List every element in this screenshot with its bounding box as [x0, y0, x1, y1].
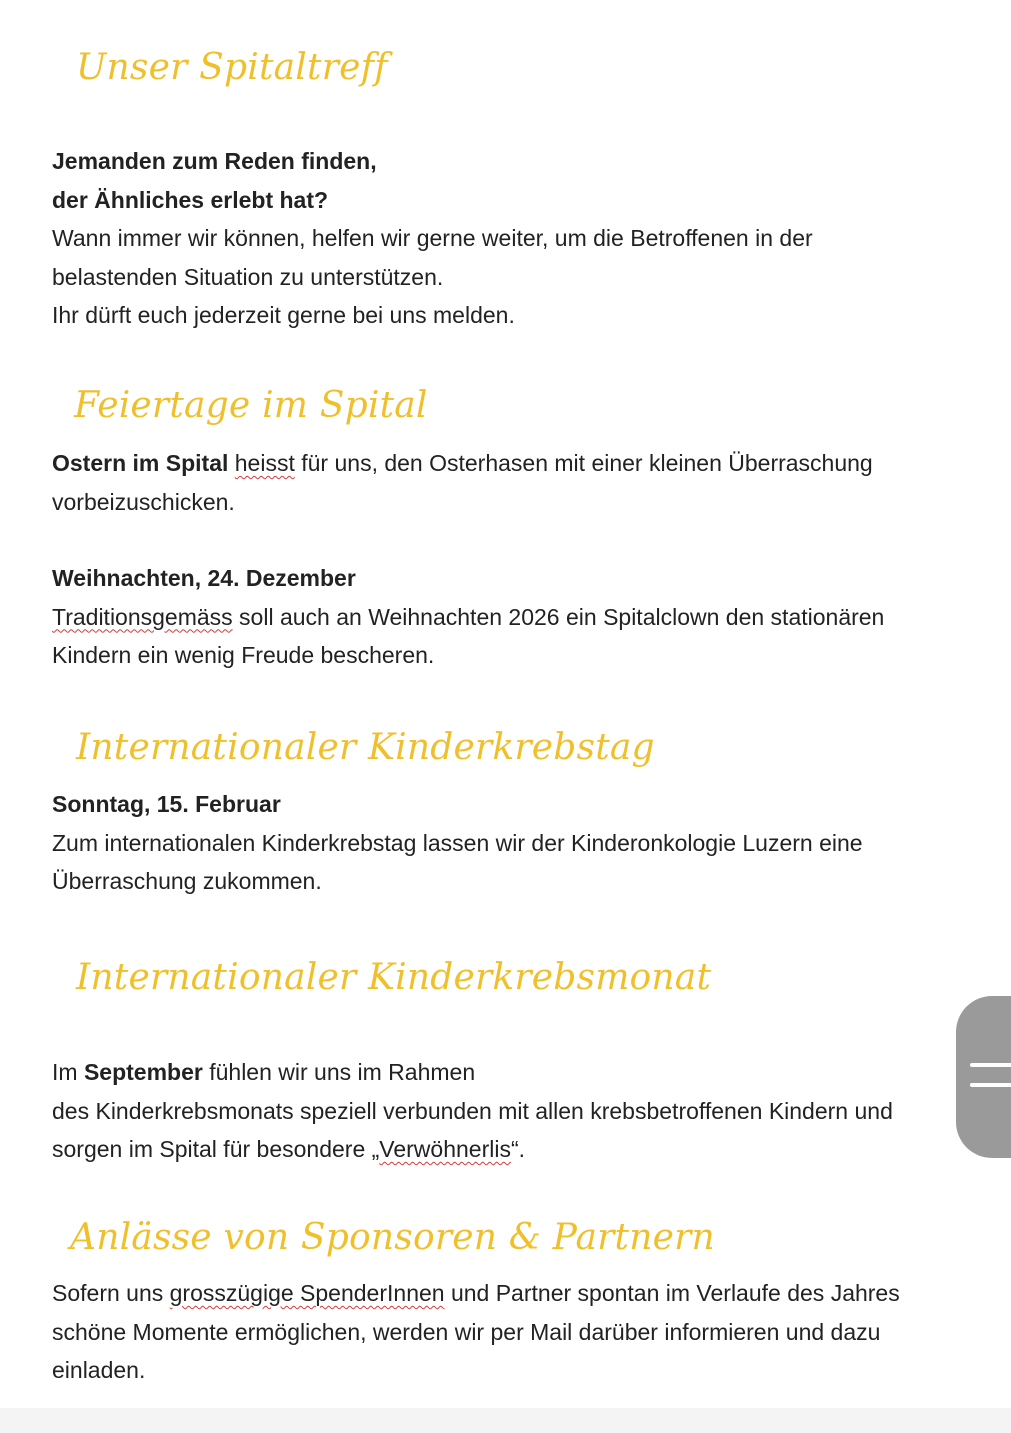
- spitaltreff-question-line1: Jemanden zum Reden finden,: [52, 148, 377, 174]
- ostern-bold: Ostern im Spital: [52, 450, 229, 476]
- heading-spitaltreff: Unser Spitaltreff: [76, 47, 388, 88]
- scroll-handle[interactable]: [956, 996, 1011, 1158]
- heading-kinderkrebstag: Internationaler Kinderkrebstag: [76, 727, 655, 768]
- weihnachten-text: [52, 559, 972, 675]
- kinderkrebstag-line1: Zum internationalen Kinderkrebstag lassen wir der Kinderonkologie Luzern eine: [52, 829, 863, 856]
- kinderkrebsmonat-line3-pre: sorgen im Spital für besondere „: [52, 1136, 380, 1162]
- spitaltreff-question-line2: der Ähnliches erlebt hat?: [52, 186, 329, 213]
- misspelled-word[interactable]: grosszügige SpenderInnen: [169, 1280, 445, 1306]
- ostern-text: [52, 444, 972, 521]
- ostern-line1: [52, 444, 972, 483]
- weihnachten-line1: [52, 598, 972, 637]
- bottom-edge: [0, 1408, 1011, 1433]
- spitaltreff-body-line3: Ihr dürft euch jederzeit gerne bei uns melden.: [52, 302, 515, 328]
- kinderkrebsmonat-post: fühlen wir uns im Rahmen: [202, 1059, 476, 1085]
- kinderkrebsmonat-line3-post: “.: [510, 1136, 526, 1162]
- sponsoren-line1-pre: Sofern uns: [52, 1280, 170, 1306]
- heading-kinderkrebsmonat: Internationaler Kinderkrebsmonat: [76, 957, 712, 998]
- weihnachten-rest: soll auch an Weihnachten 2026 ein Spitalclown den stationären: [232, 603, 885, 630]
- september-bold: September: [83, 1059, 203, 1085]
- ostern-line2: vorbeizuschicken.: [52, 488, 235, 515]
- spitaltreff-text: [52, 142, 972, 335]
- misspelled-word[interactable]: Traditionsgemäss: [52, 603, 233, 630]
- sponsoren-text: [52, 1274, 972, 1390]
- misspelled-word[interactable]: Verwöhnerlis: [379, 1136, 511, 1162]
- kinderkrebstag-date: Sonntag, 15. Februar: [52, 791, 281, 817]
- weihnachten-heading: Weihnachten, 24. Dezember: [52, 565, 356, 591]
- spitaltreff-body-line2: belastenden Situation zu unterstützen.: [52, 263, 444, 290]
- kinderkrebsmonat-line1: [52, 1053, 972, 1092]
- spitaltreff-body-line1: Wann immer wir können, helfen wir gerne weiter, um die Betroffenen in der: [52, 225, 813, 251]
- heading-sponsoren: Anlässe von Sponsoren & Partnern: [70, 1217, 715, 1258]
- kinderkrebsmonat-line2: des Kinderkrebsmonats speziell verbunden mit allen krebsbetroffenen Kindern und: [52, 1097, 893, 1124]
- kinderkrebstag-text: [52, 785, 972, 901]
- sponsoren-line1-post: und Partner spontan im Verlaufe des Jahres: [444, 1280, 900, 1306]
- misspelled-word[interactable]: heisst: [234, 450, 295, 476]
- kinderkrebstag-line2: Überraschung zukommen.: [52, 868, 322, 894]
- ostern-rest: für uns, den Osterhasen mit einer kleinen Überraschung: [294, 450, 873, 476]
- weihnachten-line2: Kindern ein wenig Freude bescheren.: [52, 642, 435, 668]
- sponsoren-line3: einladen.: [52, 1357, 146, 1383]
- sponsoren-line2: schöne Momente ermöglichen, werden wir per Mail darüber informieren und dazu: [52, 1318, 881, 1345]
- sponsoren-line1: [52, 1274, 972, 1313]
- kinderkrebsmonat-pre: Im: [52, 1059, 84, 1085]
- kinderkrebsmonat-text: [52, 1053, 972, 1169]
- drag-handle-icon[interactable]: [956, 996, 1011, 1158]
- heading-feiertage: Feiertage im Spital: [74, 385, 428, 426]
- kinderkrebsmonat-line3: [52, 1130, 972, 1169]
